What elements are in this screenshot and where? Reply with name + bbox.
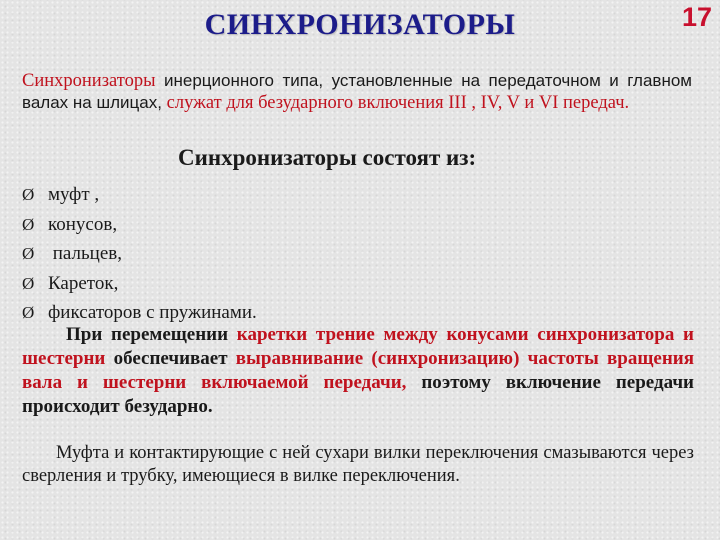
- components-list: [22, 180, 257, 328]
- p1-text: При перемещении: [66, 324, 237, 345]
- p1-text: обеспечивает: [105, 348, 236, 369]
- list-item-text: муфт ,: [48, 184, 100, 205]
- list-item: [22, 180, 257, 210]
- lubrication-paragraph: Муфта и контактирующие с ней сухари вилки переключения смазываются через сверления и трубку, имеющиеся в вилке переключения.: [22, 443, 694, 486]
- list-item: [22, 210, 257, 240]
- arrow-bullet-icon: Ø: [22, 244, 35, 263]
- list-item: [22, 239, 257, 269]
- p1-text: поэтому включение передачи происходит безударно.: [22, 372, 694, 417]
- p1-highlight: каретки трение между конусами синхронизатора и шестерни: [22, 324, 694, 369]
- slide-number: 17: [681, 2, 712, 32]
- p1-highlight: выравнивание (синхронизацию) частоты вращения вала и шестерни включаемой передачи,: [22, 348, 694, 393]
- arrow-bullet-icon: Ø: [22, 273, 35, 293]
- arrow-bullet-icon: Ø: [22, 303, 35, 322]
- intro-purpose: служат для безударного включения III , IV, V и VI передач.: [166, 93, 630, 113]
- intro-location: , установленные на передаточном и главном валах на шлицах,: [22, 71, 692, 112]
- synchronization-paragraph: [22, 323, 694, 419]
- list-item-text: фиксаторов с пружинами.: [48, 302, 257, 323]
- intro-subject: Синхронизаторы: [22, 71, 156, 91]
- arrow-bullet-icon: Ø: [22, 214, 35, 234]
- list-item-text: Кареток,: [48, 272, 119, 294]
- intro-type: инерционного типа: [155, 71, 319, 90]
- list-item: [22, 269, 257, 299]
- list-item-text: конусов,: [48, 213, 118, 235]
- list-item-text: пальцев,: [48, 243, 122, 264]
- slide-title: СИНХРОНИЗАТОРЫ: [204, 8, 516, 41]
- intro-paragraph: [22, 70, 692, 114]
- list-heading: Синхронизаторы состоят из:: [178, 145, 477, 170]
- arrow-bullet-icon: Ø: [22, 185, 35, 204]
